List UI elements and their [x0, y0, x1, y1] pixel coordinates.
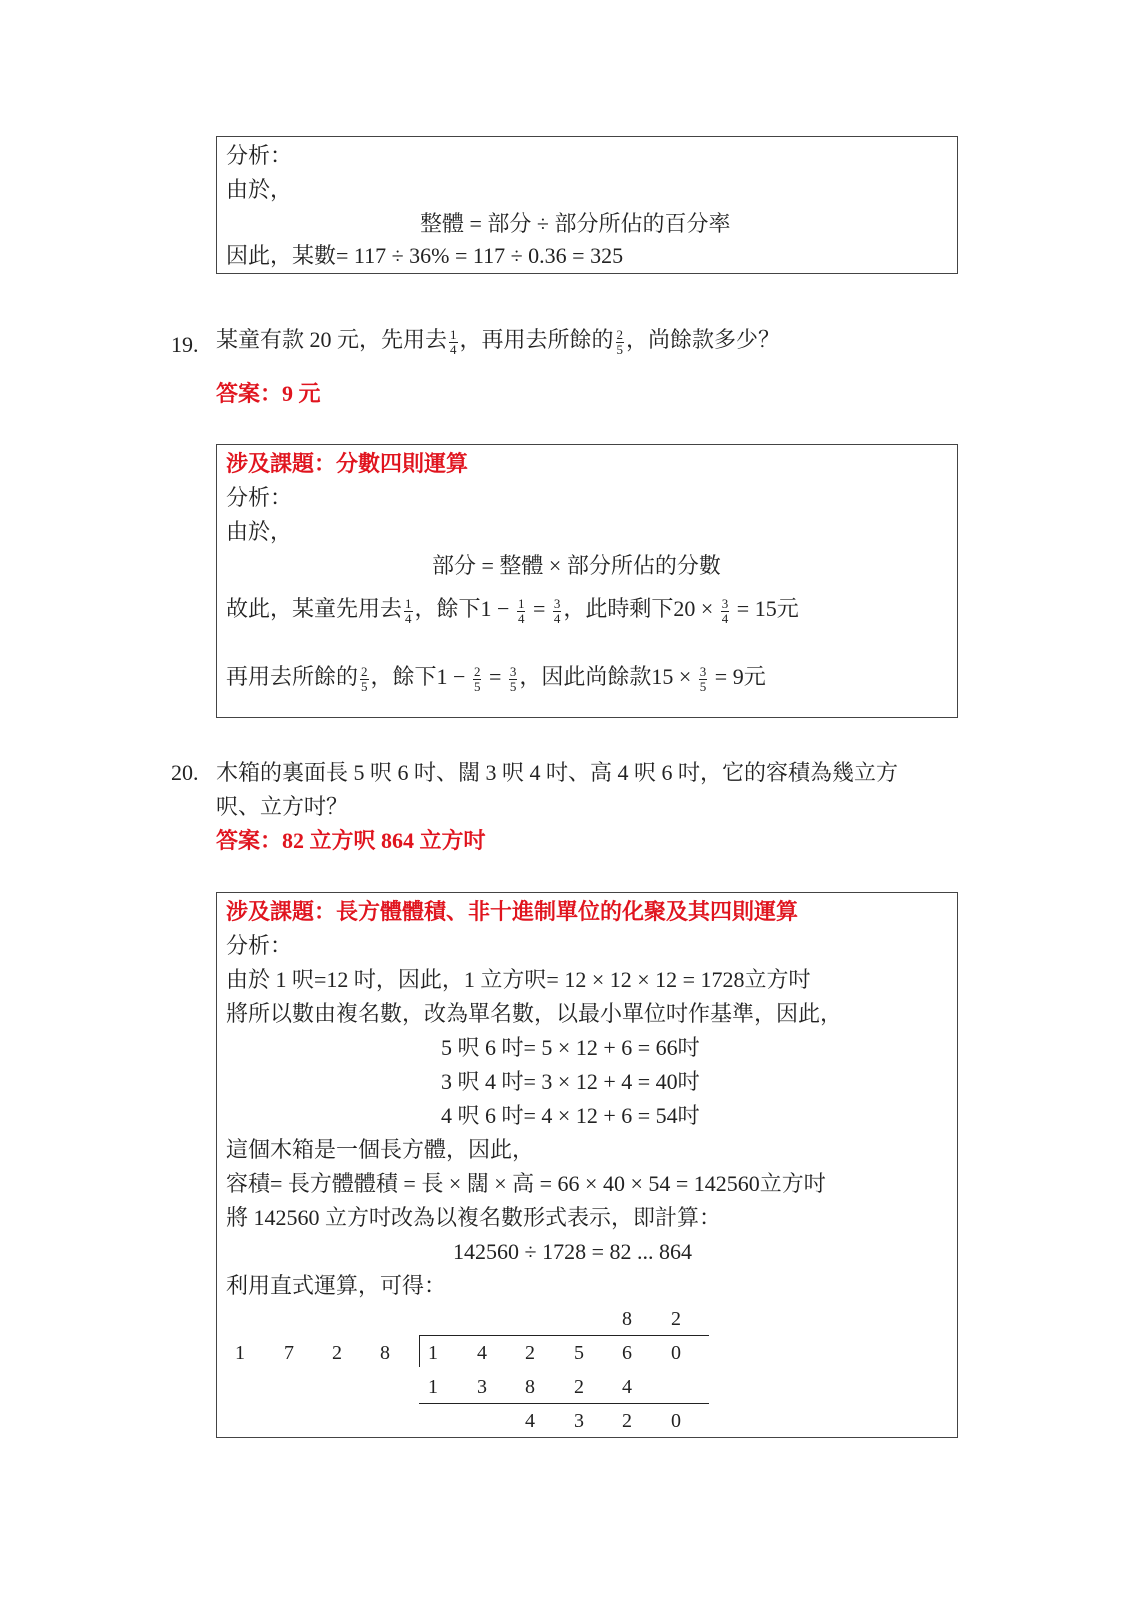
line-5: 將 142560 立方吋改為以複名數形式表示，即計算： [226, 1205, 722, 1230]
analysis-box-20 [216, 892, 958, 1438]
since-label: 由於， [226, 177, 293, 202]
dividend-digit: 2 [525, 1342, 535, 1364]
topic-label: 涉及課題：分數四則運算 [226, 451, 469, 476]
analysis-label: 分析： [226, 933, 293, 958]
calc-length: 5 呎 6 吋= 5 × 12 + 6 = 66吋 [441, 1035, 700, 1060]
dividend-digit: 1 [428, 1342, 438, 1364]
division-bar [419, 1335, 709, 1336]
step-line-2: 再用去所餘的 $\frac{2}{5}$ ，餘下1 − $\frac{2}{5}$ = $\frac{3}{5}$ ，因此尚餘款15 × $\frac{3}{5}$ = 9元 [226, 664, 766, 694]
analysis-box-18 [216, 136, 958, 274]
formula-line: 部分 = 整體 × 部分所佔的分數 [432, 553, 721, 578]
calc-division: 142560 ÷ 1728 = 82 ... 864 [453, 1239, 692, 1264]
remainder-digit: 2 [622, 1410, 632, 1432]
question-20-line-2: 呎、立方吋？ [216, 794, 349, 819]
dividend-digit: 6 [622, 1342, 632, 1364]
dividend-digit: 0 [671, 1342, 681, 1364]
question-19-number: 19. [171, 332, 199, 357]
question-20-number: 20. [171, 760, 199, 785]
remainder-digit: 3 [574, 1410, 584, 1432]
analysis-label: 分析： [226, 143, 293, 168]
line-4: 容積= 長方體體積 = 長 × 闊 × 高 = 66 × 40 × 54 = 142560立方吋 [226, 1171, 826, 1196]
division-bracket [419, 1335, 420, 1367]
analysis-box-19 [216, 444, 958, 718]
question-20-line-1: 木箱的裏面長 5 呎 6 吋、闊 3 呎 4 吋、高 4 呎 6 吋，它的容積為幾立方 [216, 760, 899, 785]
divisor-digit: 1 [235, 1342, 245, 1364]
divisor-digit: 7 [284, 1342, 294, 1364]
calc-height: 4 呎 6 吋= 4 × 12 + 6 = 54吋 [441, 1103, 700, 1128]
answer-19: 答案：9 元 [216, 381, 321, 406]
product-digit: 2 [574, 1376, 584, 1398]
calc-width: 3 呎 4 吋= 3 × 12 + 4 = 40吋 [441, 1069, 700, 1094]
question-19-text: 某童有款 20 元，先用去 $\frac{1}{4}$ ，再用去所餘的 $\frac{2}{5}$ ，尚餘款多少？ [216, 327, 781, 357]
since-label: 由於， [226, 519, 293, 544]
remainder-digit: 4 [525, 1410, 535, 1432]
formula-line: 整體 = 部分 ÷ 部分所佔的百分率 [420, 211, 731, 236]
analysis-label: 分析： [226, 485, 293, 510]
product-digit: 4 [622, 1376, 632, 1398]
quotient-digit: 8 [622, 1308, 632, 1330]
therefore-line: 因此，某數= 117 ÷ 36% = 117 ÷ 0.36 = 325 [226, 243, 624, 268]
topic-label: 涉及課題：長方體體積、非十進制單位的化聚及其四則運算 [226, 899, 799, 924]
product-digit: 3 [477, 1376, 487, 1398]
dividend-digit: 4 [477, 1342, 487, 1364]
product-digit: 8 [525, 1376, 535, 1398]
quotient-digit: 2 [671, 1308, 681, 1330]
product-digit: 1 [428, 1376, 438, 1398]
remainder-digit: 0 [671, 1410, 681, 1432]
divisor-digit: 8 [380, 1342, 390, 1364]
line-1: 由於 1 呎=12 吋，因此，1 立方呎= 12 × 12 × 12 = 1728立方吋 [226, 967, 811, 992]
line-3: 這個木箱是一個長方體，因此， [226, 1137, 535, 1162]
answer-20: 答案：82 立方呎 864 立方吋 [216, 828, 486, 853]
line-2: 將所以數由複名數，改為單名數，以最小單位吋作基準，因此， [226, 1001, 843, 1026]
line-6: 利用直式運算，可得： [226, 1273, 447, 1298]
divisor-digit: 2 [332, 1342, 342, 1364]
step-line-1: 故此，某童先用去 $\frac{1}{4}$ ，餘下1 − $\frac{1}{4}$ = $\frac{3}{4}$ ，此時剩下20 × $\frac{3}{4}$ = 15元 [226, 596, 799, 626]
subtraction-bar [419, 1403, 709, 1404]
dividend-digit: 5 [574, 1342, 584, 1364]
